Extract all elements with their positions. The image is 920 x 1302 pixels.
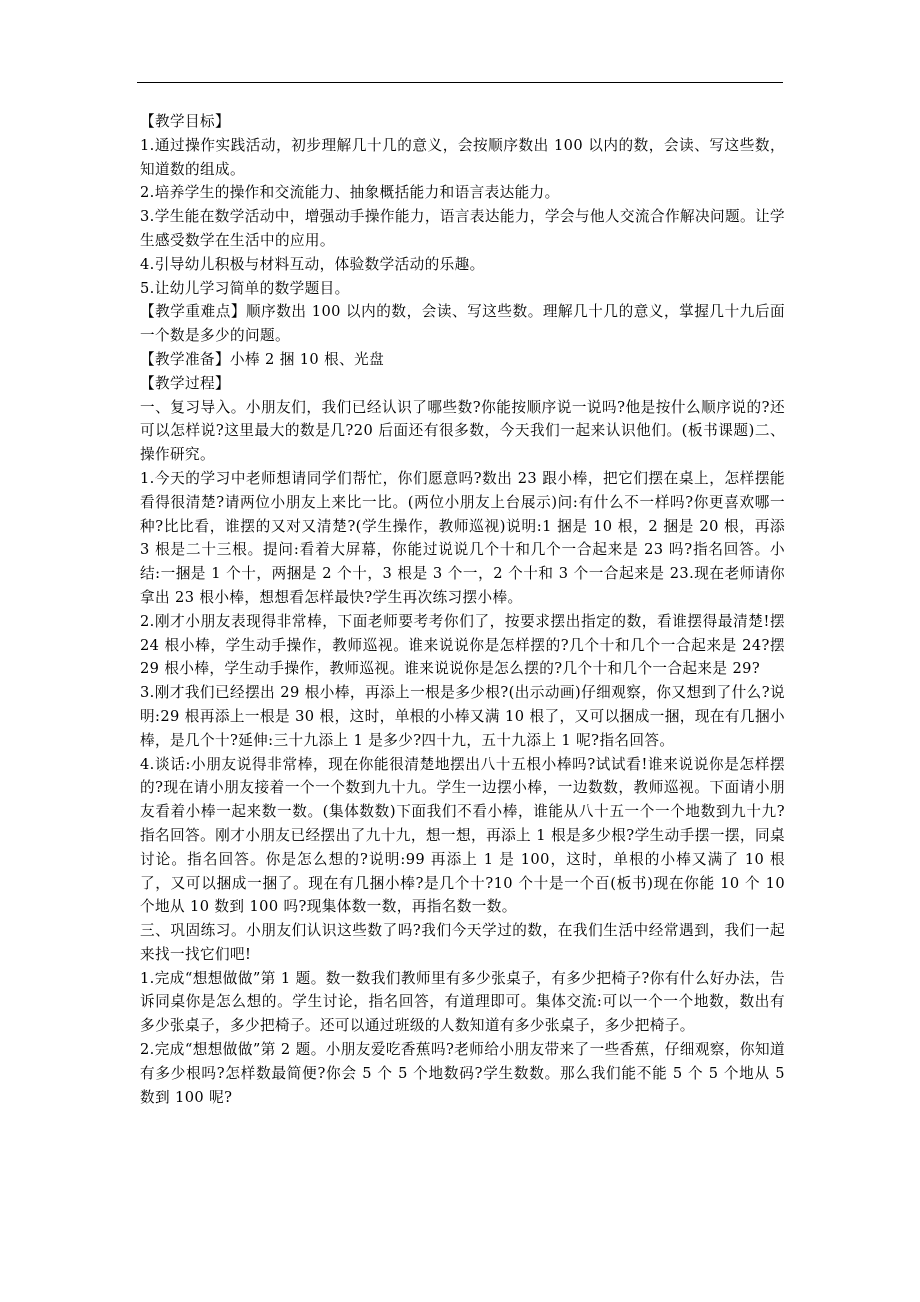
lesson-plan-body [140,110,785,1109]
goal-4: 4.引导幼儿积极与材料互动，体验数学活动的乐趣。 [140,255,485,273]
process-step-1: 1.今天的学习中老师想请同学们帮忙，你们愿意吗?数出 23 跟小棒，把它们摆在桌上，怎样摆能看得很清楚?请两位小朋友上来比一比。(两位小朋友上台展示)问:有什么不一样吗?你更喜欢哪一种?比比看，谁摆的又对又清楚?(学生操作，教师巡视)说明:1 捆是 10 根，2 捆是 20 根，再添 3 根是二十三根。提问:看着大屏幕，你能过说说几个十和几个一合起来是 23 吗?指名回答。小结:一捆是 1 个十，两捆是 2 个十，3 根是 3 个一，2 个十和 3 个一合起来是 23.现在老师请你拿出 23 根小棒，想想看怎样最快?学生再次练习摆小棒。 [140,469,785,606]
header-rule [137,82,783,83]
goal-5: 5.让幼儿学习简单的数学题目。 [140,279,350,297]
heading-teaching-goals: 【教学目标】 [140,113,230,130]
heading-teaching-process: 【教学过程】 [140,374,230,392]
practice-exercise-2: 2.完成“想想做做”第 2 题。小朋友爱吃香蕉吗?老师给小朋友带来了一些香蕉，仔细观察，你知道有多少根吗?怎样数最简便?你会 5 个 5 个地数码?学生数数。那么我们能不能 5 个 5 个地从 5 数到 100 呢? [140,1041,785,1106]
goal-2: 2.培养学生的操作和交流能力、抽象概括能力和语言表达能力。 [140,184,560,202]
process-review-intro: 一、复习导入。小朋友们，我们已经认识了哪些数?你能按顺序说一说吗?他是按什么顺序说的?还可以怎样说?这里最大的数是几?20 后面还有很多数，今天我们一起来认识他们。(板书课题)二、操作研究。 [140,398,785,464]
goal-3: 3.学生能在数学活动中，增强动手操作能力，语言表达能力，学会与他人交流合作解决问题。让学生感受数学在生活中的应用。 [140,208,785,249]
goal-1: 1.通过操作实践活动，初步理解几十几的意义，会按顺序数出 100 以内的数，会读、写这些数，知道数的组成。 [140,136,785,178]
teaching-preparation: 【教学准备】小棒 2 捆 10 根、光盘 [140,350,385,368]
practice-exercise-1: 1.完成“想想做做”第 1 题。数一数我们教师里有多少张桌子，有多少把椅子?你有什么好办法，告诉同桌你是怎么想的。学生讨论，指名回答，有道理即可。集体交流:可以一个一个地数，数出有多少张桌子，多少把椅子。还可以通过班级的人数知道有多少张桌子，多少把椅子。 [140,969,785,1035]
process-step-3: 3.刚才我们已经摆出 29 根小棒，再添上一根是多少根?(出示动画)仔细观察，你又想到了什么?说明:29 根再添上一根是 30 根，这时，单根的小棒又满 10 根了，又可以捆成一捆，现在有几捆小棒，是几个十?延伸:三十九添上 1 是多少?四十九，五十九添上 1 呢?指名回答。 [140,684,785,749]
key-difficulties: 【教学重难点】顺序数出 100 以内的数，会读、写这些数。理解几十几的意义，掌握几十九后面一个数是多少的问题。 [140,303,785,345]
process-step-2: 2.刚才小朋友表现得非常棒，下面老师要考考你们了，按要求摆出指定的数，看谁摆得最清楚!摆 24 根小棒，学生动手操作，教师巡视。谁来说说你是怎样摆的?几个十和几个一合起来是 24?摆 29 根小棒，学生动手操作，教师巡视。谁来说说你是怎么摆的?几个十和几个一合起来是 29? [140,612,785,678]
practice-intro: 三、巩固练习。小朋友们认识这些数了吗?我们今天学过的数，在我们生活中经常遇到，我们一起来找一找它们吧! [140,922,785,963]
process-step-4: 4.谈话:小朋友说得非常棒，现在你能很清楚地摆出八十五根小棒吗?试试看!谁来说说你是怎样摆的?现在请小朋友接着一个一个数到九十九。学生一边摆小棒，一边数数，教师巡视。下面请小朋友看着小棒一起来数一数。(集体数数)下面我们不看小棒，谁能从八十五一个一个地数到九十九?指名回答。刚才小朋友已经摆出了九十九，想一想，再添上 1 根是多少根?学生动手摆一摆，同桌讨论。指名回答。你是怎么想的?说明:99 再添上 1 是 100，这时，单根的小棒又满了 10 根了，又可以捆成一捆了。现在有几捆小棒?是几个十?10 个十是一个百(板书)现在你能 10 个 10 个地从 10 数到 100 吗?现集体数一数，再指名数一数。 [140,755,785,916]
